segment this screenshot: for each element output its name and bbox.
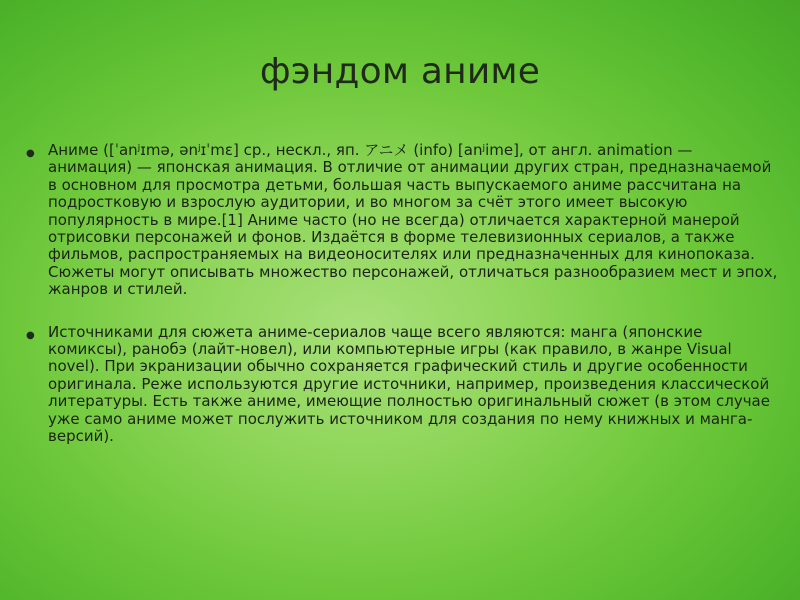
slide-content [24,142,780,471]
bullet-icon: ● [26,148,35,159]
slide-title: фэндом аниме [259,51,541,92]
bullet-item-1 [24,142,780,299]
paragraph-anime-definition: Аниме ([ˈanʲɪmə, ənʲɪˈmɛ] ср., нескл., яп. アニメ (info) [anʲime], от англ. animation — анимация) — японская анимация. В отличие от анимации других стран, предназначаемой в основном для просмотра детьми, большая часть выпускаемого аниме рассчитана на подростковую и взрослую аудитории, и во многом за счёт этого имеет высокую популярность в мире.[1] Аниме часто (но не всегда) отличается характерной манерой отрисовки персонажей и фонов. Издаётся в форме телевизионных сериалов, а также фильмов, распространяемых на видеоносителях или предназначенных для кинопоказа. Сюжеты могут описывать множество персонажей, отличаться разнообразием мест и эпох, жанров и стилей. [48,141,778,299]
bullet-item-2 [24,324,780,446]
bullet-icon: ● [26,329,35,341]
paragraph-anime-sources: Источниками для сюжета аниме-сериалов чаще всего являются: манга (японские комиксы), ранобэ (лайт-новел), или компьютерные игры (как правило, в жанре Visual novel). При экранизации обычно сохраняется графический стиль и другие особенности оригинала. Реже используются другие источники, например, произведения классической литературы. Есть также аниме, имеющие полностью оригинальный сюжет (в этом случае уже само аниме может послужить источником для создания по нему книжных и манга-версий). [48,322,770,446]
